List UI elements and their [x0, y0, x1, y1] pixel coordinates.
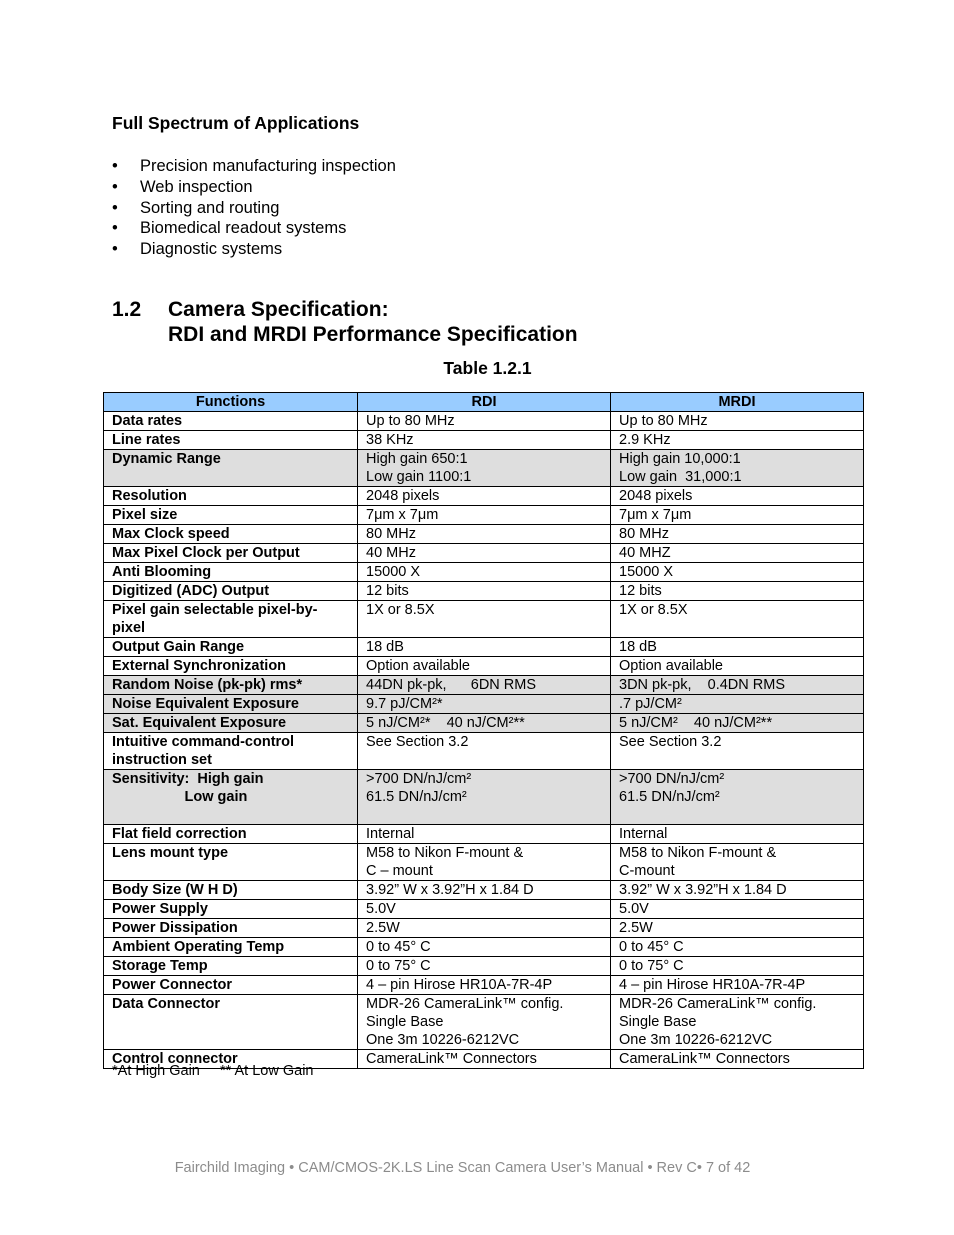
column-header-functions: Functions — [104, 393, 358, 412]
cell-line: Lens mount type — [112, 845, 229, 861]
cell-mrdi — [611, 563, 864, 582]
list-item-text: Diagnostic systems — [140, 240, 283, 259]
cell-rdi — [358, 582, 611, 601]
cell-mrdi — [611, 487, 864, 506]
cell-line: Option available — [366, 658, 470, 674]
cell-line: Internal — [366, 826, 415, 842]
cell-function — [104, 525, 358, 544]
cell-line: Body Size (W H D) — [112, 882, 238, 898]
cell-rdi — [358, 844, 611, 881]
cell-function — [104, 957, 358, 976]
cell-line: 12 bits — [366, 583, 409, 599]
table-row — [104, 450, 864, 487]
cell-mrdi — [611, 695, 864, 714]
cell-line: 15000 X — [366, 564, 421, 580]
section-title: Camera Specification: — [168, 298, 389, 321]
cell-rdi — [358, 544, 611, 563]
cell-rdi — [358, 601, 611, 638]
cell-line — [112, 806, 357, 824]
cell-rdi — [358, 825, 611, 844]
cell-line: 18 dB — [366, 639, 404, 655]
cell-line: Sensitivity: High gain — [112, 771, 264, 787]
cell-function — [104, 582, 358, 601]
cell-line: Noise Equivalent Exposure — [112, 696, 299, 712]
cell-rdi — [358, 487, 611, 506]
cell-rdi — [358, 638, 611, 657]
cell-mrdi — [611, 525, 864, 544]
table-row — [104, 506, 864, 525]
table-row — [104, 900, 864, 919]
cell-line: External Synchronization — [112, 658, 287, 674]
cell-line: 61.5 DN/nJ/cm² — [619, 789, 720, 805]
cell-function — [104, 487, 358, 506]
list-item-text: Web inspection — [140, 177, 253, 196]
bullet-icon: • — [112, 157, 118, 175]
cell-line: High gain 10,000:1 — [619, 451, 741, 467]
cell-mrdi — [611, 582, 864, 601]
cell-rdi — [358, 995, 611, 1050]
cell-line: 3.92” W x 3.92”H x 1.84 D — [619, 882, 787, 898]
cell-line: One 3m 10226-6212VC — [619, 1032, 773, 1048]
cell-line: CameraLink™ Connectors — [619, 1051, 790, 1067]
cell-mrdi — [611, 544, 864, 563]
table-row — [104, 657, 864, 676]
cell-rdi — [358, 733, 611, 770]
table-row — [104, 431, 864, 450]
bullet-icon: • — [112, 198, 118, 217]
table-footnote: *At High Gain ** At Low Gain — [112, 1063, 314, 1079]
cell-rdi — [358, 506, 611, 525]
cell-rdi — [358, 676, 611, 695]
table-row — [104, 770, 864, 825]
cell-line: Digitized (ADC) Output — [112, 583, 270, 599]
table-row — [104, 957, 864, 976]
table-row — [104, 844, 864, 881]
applications-list — [112, 156, 396, 260]
cell-line: 0 to 75° C — [619, 958, 684, 974]
cell-line: .7 pJ/CM² — [619, 696, 682, 712]
cell-rdi — [358, 431, 611, 450]
cell-rdi — [358, 976, 611, 995]
cell-mrdi — [611, 881, 864, 900]
cell-line: Low gain 31,000:1 — [619, 469, 742, 485]
cell-line: Internal — [619, 826, 668, 842]
section-number: 1.2 — [112, 298, 142, 321]
bullet-icon: • — [112, 177, 118, 196]
cell-rdi — [358, 714, 611, 733]
section-subtitle: RDI and MRDI Performance Specification — [168, 323, 578, 346]
cell-line: M58 to Nikon F-mount & — [619, 845, 777, 861]
list-item — [112, 218, 396, 239]
spec-table — [103, 392, 864, 1069]
cell-rdi — [358, 919, 611, 938]
cell-line: M58 to Nikon F-mount & — [366, 845, 524, 861]
cell-function — [104, 995, 358, 1050]
cell-line: 38 KHz — [366, 432, 414, 448]
cell-line: Resolution — [112, 488, 187, 504]
cell-line: 15000 X — [619, 564, 674, 580]
bullet-icon: • — [112, 240, 118, 259]
bullet-icon: • — [112, 219, 118, 238]
table-row — [104, 714, 864, 733]
cell-mrdi — [611, 657, 864, 676]
cell-line: 40 MHZ — [619, 545, 671, 561]
table-row — [104, 938, 864, 957]
table-caption: Table 1.2.1 — [443, 358, 532, 378]
cell-mrdi — [611, 995, 864, 1050]
cell-function — [104, 676, 358, 695]
cell-line: 5 nJ/CM² 40 nJ/CM²** — [619, 715, 773, 731]
cell-function — [104, 638, 358, 657]
cell-line: 4 – pin Hirose HR10A-7R-4P — [366, 977, 553, 993]
cell-line: 4 – pin Hirose HR10A-7R-4P — [619, 977, 806, 993]
cell-line: Power Dissipation — [112, 920, 238, 936]
cell-function — [104, 976, 358, 995]
cell-function — [104, 844, 358, 881]
cell-line: 3DN pk-pk, 0.4DN RMS — [619, 677, 785, 693]
cell-line: Line rates — [112, 432, 181, 448]
cell-mrdi — [611, 1050, 864, 1069]
cell-mrdi — [611, 770, 864, 825]
cell-line: 2.9 KHz — [619, 432, 671, 448]
cell-line: 1X or 8.5X — [619, 602, 688, 618]
cell-line: C-mount — [619, 863, 675, 879]
cell-mrdi — [611, 714, 864, 733]
cell-rdi — [358, 957, 611, 976]
cell-line: Max Pixel Clock per Output — [112, 545, 300, 561]
cell-function — [104, 657, 358, 676]
cell-line: 80 MHz — [619, 526, 669, 542]
table-row — [104, 881, 864, 900]
cell-mrdi — [611, 938, 864, 957]
cell-line: 61.5 DN/nJ/cm² — [366, 789, 467, 805]
cell-line: Single Base — [619, 1014, 697, 1030]
cell-mrdi — [611, 676, 864, 695]
cell-line: See Section 3.2 — [619, 734, 722, 750]
cell-line: 12 bits — [619, 583, 662, 599]
cell-line: Data rates — [112, 413, 183, 429]
cell-line — [366, 806, 610, 824]
list-item-text: Precision manufacturing inspection — [140, 157, 396, 175]
cell-function — [104, 544, 358, 563]
cell-line: 7μm x 7μm — [366, 507, 439, 523]
cell-mrdi — [611, 431, 864, 450]
cell-line: Single Base — [366, 1014, 444, 1030]
table-row — [104, 582, 864, 601]
cell-mrdi — [611, 919, 864, 938]
cell-function — [104, 563, 358, 582]
cell-line: One 3m 10226-6212VC — [366, 1032, 520, 1048]
cell-rdi — [358, 563, 611, 582]
cell-line: 5 nJ/CM²* 40 nJ/CM²** — [366, 715, 525, 731]
cell-line: Low gain — [112, 789, 248, 805]
table-row — [104, 412, 864, 431]
cell-mrdi — [611, 412, 864, 431]
cell-line: Pixel gain selectable pixel-by- — [112, 602, 318, 618]
cell-line: 18 dB — [619, 639, 657, 655]
cell-line: Sat. Equivalent Exposure — [112, 715, 287, 731]
cell-line: instruction set — [112, 752, 212, 768]
cell-line: Up to 80 MHz — [619, 413, 708, 429]
cell-line: C – mount — [366, 863, 433, 879]
cell-mrdi — [611, 638, 864, 657]
table-row — [104, 487, 864, 506]
cell-line: >700 DN/nJ/cm² — [619, 771, 725, 787]
cell-line: 9.7 pJ/CM²* — [366, 696, 443, 712]
column-header-mrdi: MRDI — [611, 393, 864, 412]
cell-mrdi — [611, 900, 864, 919]
table-row — [104, 563, 864, 582]
cell-rdi — [358, 1050, 611, 1069]
cell-line: Intuitive command-control — [112, 734, 295, 750]
list-item-text: Biomedical readout systems — [140, 219, 347, 238]
table-row — [104, 919, 864, 938]
cell-function — [104, 825, 358, 844]
cell-mrdi — [611, 450, 864, 487]
cell-function — [104, 431, 358, 450]
table-row — [104, 638, 864, 657]
cell-line: MDR-26 CameraLink™ config. — [619, 996, 817, 1012]
cell-line: High gain 650:1 — [366, 451, 468, 467]
cell-line: Data Connector — [112, 996, 220, 1012]
applications-heading: Full Spectrum of Applications — [112, 113, 360, 133]
list-item — [112, 156, 396, 177]
table-row — [104, 525, 864, 544]
table-row — [104, 995, 864, 1050]
table-row — [104, 544, 864, 563]
cell-line: pixel — [112, 620, 146, 636]
cell-line: Output Gain Range — [112, 639, 245, 655]
cell-line: Power Supply — [112, 901, 208, 917]
cell-line: Control connector — [112, 1051, 238, 1067]
table-row — [104, 825, 864, 844]
cell-function — [104, 881, 358, 900]
cell-function — [104, 412, 358, 431]
list-item — [112, 239, 396, 260]
cell-mrdi — [611, 825, 864, 844]
cell-line: 2048 pixels — [366, 488, 440, 504]
cell-function — [104, 695, 358, 714]
cell-rdi — [358, 450, 611, 487]
cell-line: >700 DN/nJ/cm² — [366, 771, 472, 787]
cell-line: Anti Blooming — [112, 564, 212, 580]
cell-function — [104, 919, 358, 938]
cell-line: 0 to 75° C — [366, 958, 431, 974]
cell-line: 1X or 8.5X — [366, 602, 435, 618]
cell-mrdi — [611, 506, 864, 525]
cell-line: 0 to 45° C — [366, 939, 431, 955]
cell-rdi — [358, 412, 611, 431]
table-row — [104, 976, 864, 995]
page-footer: Fairchild Imaging • CAM/CMOS-2K.LS Line Scan Camera User’s Manual • Rev C• 7 of 42 — [174, 1160, 751, 1176]
table-row — [104, 733, 864, 770]
cell-line: 2.5W — [619, 920, 653, 936]
cell-function — [104, 506, 358, 525]
table-row — [104, 601, 864, 638]
cell-mrdi — [611, 844, 864, 881]
cell-line: 44DN pk-pk, 6DN RMS — [366, 677, 537, 693]
cell-line — [619, 806, 863, 824]
list-item — [112, 198, 396, 219]
cell-function — [104, 733, 358, 770]
table-row — [104, 676, 864, 695]
cell-function — [104, 938, 358, 957]
cell-line: Low gain 1100:1 — [366, 469, 472, 485]
cell-function — [104, 900, 358, 919]
cell-line: 2.5W — [366, 920, 400, 936]
cell-mrdi — [611, 733, 864, 770]
cell-line: CameraLink™ Connectors — [366, 1051, 537, 1067]
cell-rdi — [358, 657, 611, 676]
table-row — [104, 695, 864, 714]
cell-rdi — [358, 770, 611, 825]
cell-rdi — [358, 900, 611, 919]
list-item-text: Sorting and routing — [140, 198, 280, 217]
cell-line: Ambient Operating Temp — [112, 939, 285, 955]
cell-line: Flat field correction — [112, 826, 247, 842]
cell-line: Power Connector — [112, 977, 233, 993]
cell-line: MDR-26 CameraLink™ config. — [366, 996, 564, 1012]
cell-line: Max Clock speed — [112, 526, 230, 542]
cell-line: 40 MHz — [366, 545, 416, 561]
cell-rdi — [358, 881, 611, 900]
cell-mrdi — [611, 976, 864, 995]
cell-rdi — [358, 525, 611, 544]
cell-line: Dynamic Range — [112, 451, 221, 467]
cell-line: Pixel size — [112, 507, 178, 523]
cell-line: 7μm x 7μm — [619, 507, 692, 523]
cell-line: Up to 80 MHz — [366, 413, 455, 429]
cell-function — [104, 450, 358, 487]
cell-line: Random Noise (pk-pk) rms* — [112, 677, 303, 693]
cell-line: 2048 pixels — [619, 488, 693, 504]
cell-function — [104, 601, 358, 638]
cell-rdi — [358, 938, 611, 957]
cell-line: Storage Temp — [112, 958, 208, 974]
cell-line: 80 MHz — [366, 526, 416, 542]
cell-function — [104, 714, 358, 733]
cell-function — [104, 770, 358, 825]
cell-line: 5.0V — [366, 901, 396, 917]
cell-line: 3.92” W x 3.92”H x 1.84 D — [366, 882, 534, 898]
cell-line: See Section 3.2 — [366, 734, 469, 750]
column-header-rdi: RDI — [358, 393, 611, 412]
cell-mrdi — [611, 601, 864, 638]
cell-line: 5.0V — [619, 901, 649, 917]
cell-rdi — [358, 695, 611, 714]
table-header-row — [104, 393, 864, 412]
list-item — [112, 177, 396, 198]
cell-line: Option available — [619, 658, 723, 674]
cell-line: 0 to 45° C — [619, 939, 684, 955]
cell-mrdi — [611, 957, 864, 976]
